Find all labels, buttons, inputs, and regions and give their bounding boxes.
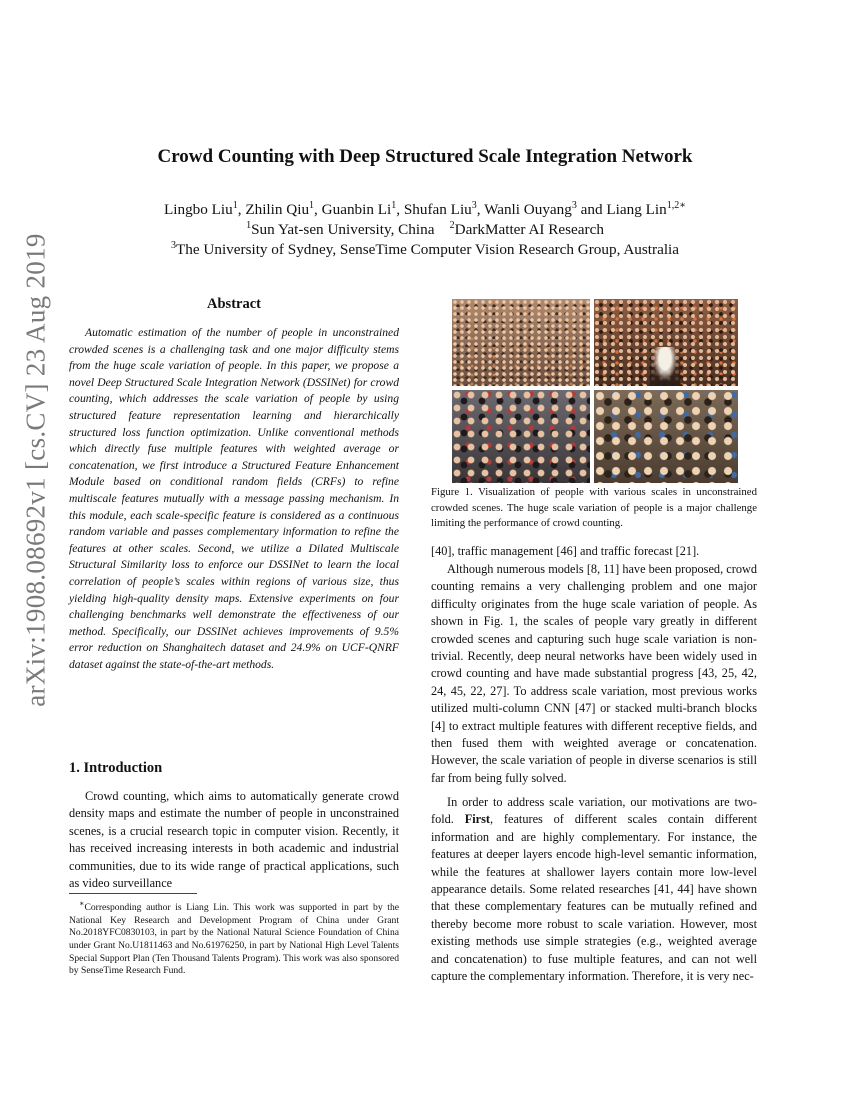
crowd-image-dense-far [452,299,590,386]
footnote [69,898,399,978]
footnote-text: Corresponding author is Liang Lin. This work was supported in part by the National Key Research and Development Program of China under Grant No.2018YFC0830103, in part by the National Natural Science Foundation of China under Grant No.U1811463 and No.61976250, in part by National High Level Talents Special Support Plan (Ten Thousand Talents Program). This work was also sponsored by SenseTime Research Fund. [69,902,399,977]
author-list [0,200,850,220]
affiliation-2: DarkMatter AI Research [454,221,604,238]
affiliation-3: The University of Sydney, SenseTime Computer Vision Research Group, Australia [175,241,680,258]
author-name: Zhilin Qiu [245,201,310,218]
affiliation-mark: 1 [246,219,252,231]
author-affiliation-mark: 1 [391,199,397,211]
intro-paragraph-3 [431,794,757,985]
affiliation-line-1 [0,220,850,240]
paragraph-lead: In order to address scale variation, our motivations are two-fold. [431,795,757,827]
stage-figure [650,347,680,386]
author-affiliation-mark: 1 [309,199,315,211]
right-column-continuation: [40], traffic management [46] and traffic forecast [21]. [431,544,700,558]
arxiv-identifier: arXiv:1908.08692v1 [cs.CV] 23 Aug 2019 [20,233,51,707]
author-separator: , [396,201,404,218]
author-name: Wanli Ouyang [484,201,572,218]
paragraph-rest: , features of different scales contain different information and are highly complementary. For instance, the features at deeper layers encode high-level semantic information, while the features at shallower layers contain more low-level appearance details. Some related researches [41, 44] have shown that these complementary features can be mutually refined and thereby become more robust to scale variation. However, most existing methods use simple strategies (e.g., weighted average and concatenation) to fuse multiple features, and can not well capture the complementary information. Therefore, it is very nec- [431,812,757,984]
intro-paragraph-1: Crowd counting, which aims to automatically generate crowd density maps and estimate the number of people in unconstrained scenes, is a crucial research topic in computer vision. Recently, it has received increasing interests in both academic and industrial communities, due to its wide range of practical applications, such as video surveillance [69,789,399,891]
paragraph-bold-first: First [464,812,490,827]
intro-paragraph-2: Although numerous models [8, 11] have been proposed, crowd counting remains a very challenging problem and one major difficulty originates from the huge scale variation of people. As shown in Fig. 1, the scales of people vary greatly in different crowded scenes and capturing such huge scale variation is non-trivial. Recently, deep neural networks have been widely used in crowd counting and have made substantial progress [43, 25, 42, 24, 45, 22, 27]. To address scale variation, most previous works utilized multi-column CNN [47] or stacked multi-branch blocks [4] to extract multiple features with different receptive fields, and then fused them with weighted average or concatenation. However, the scale variation of people in diverse scenarios is still far from being fully solved. [431,562,757,785]
author-separator: , [476,201,485,218]
author-name: Shufan Liu [403,201,472,218]
author-separator: , [314,201,322,218]
affiliation-1: Sun Yat-sen University, China [251,221,435,238]
section-heading-introduction: 1. Introduction [69,760,163,776]
author-affiliation-mark: 1 [232,199,238,211]
figure-1-caption: Figure 1. Visualization of people with various scales in unconstrained crowded scenes. The huge scale variation of people is a major challenge limiting the performance of crowd counting. [431,486,757,530]
crowd-image-medium [452,390,590,483]
affiliation-mark: 2 [449,219,455,231]
author-affiliation-mark: 3 [571,199,577,211]
author-block [0,200,850,260]
author-name: Guanbin Li [321,201,392,218]
affiliation-mark: 3 [170,239,176,251]
figure-1-crowd-images [452,299,738,483]
crowd-image-close [594,390,738,483]
paper-title: Crowd Counting with Deep Structured Scale Integration Network [157,146,693,167]
crowd-image-concert [594,299,738,386]
affiliation-line-2 [0,240,850,260]
author-affiliation-mark: 3 [471,199,477,211]
author-separator: and [576,201,607,218]
author-separator: , [237,201,246,218]
footnote-divider [69,893,197,894]
abstract-heading: Abstract [207,296,261,312]
footnote-mark: ∗ [79,899,85,908]
author-affiliation-mark: 1,2∗ [666,199,687,211]
abstract-text: Automatic estimation of the number of people in unconstrained crowded scenes is a challenging task and one major difficulty stems from the huge scale variation of people. In this paper, we propose a novel Deep Structured Scale Integration Network (DSSINet) for crowd counting, which addresses the scale variation of people by using structured feature representation learning and hierarchically structured loss function optimization. Unlike conventional methods which directly fuse multiple features with weighted average or concatenation, we first introduce a Structured Feature Enhancement Module based on conditional random fields (CRFs) to refine multiscale features mutually with a message passing mechanism. In this module, each scale-specific feature is considered as a continuous random variable and passes complementary information to refine the features at other scales. Second, we utilize a Dilated Multiscale Structural Similarity loss to enforce our DSSINet to learn the local correlation of people’s scales within regions of various size, thus yielding high-quality density maps. Extensive experiments on four challenging benchmarks well demonstrate the effectiveness of our method. Specifically, our DSSINet achieves improvements of 9.5% error reduction on Shanghaitech dataset and 24.9% on UCF-QNRF dataset against the state-of-the-art methods. [69,326,399,671]
author-name: Lingbo Liu [163,201,233,218]
author-name: Liang Lin [606,201,667,218]
